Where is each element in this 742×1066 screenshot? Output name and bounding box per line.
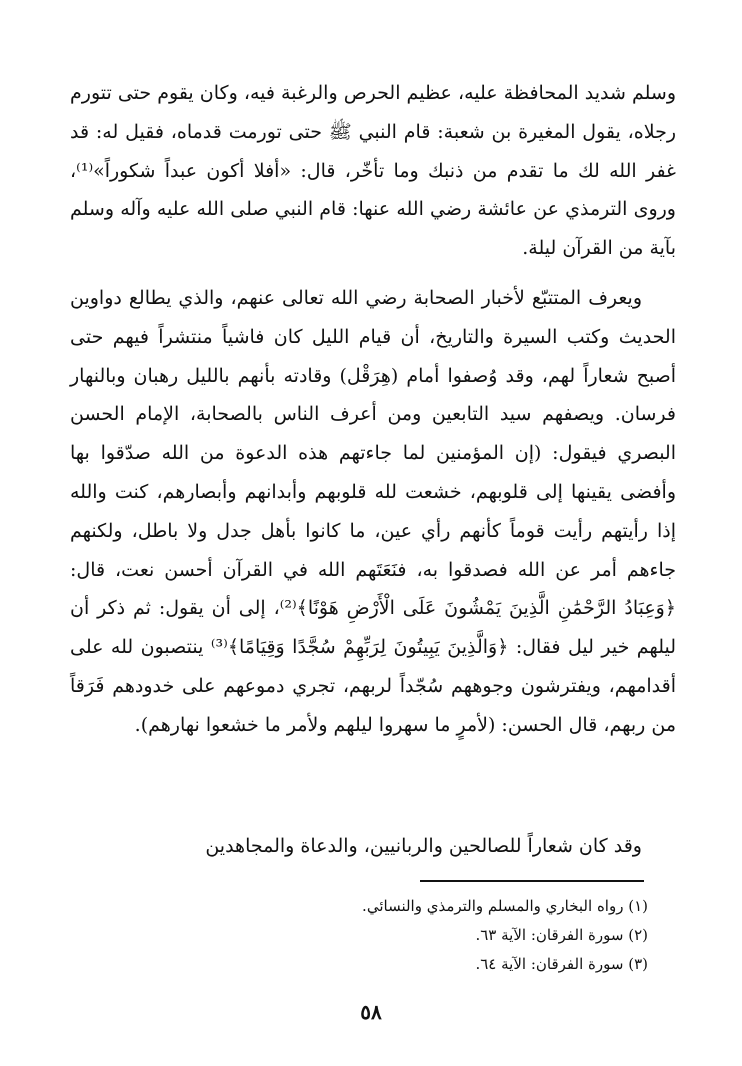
paragraph-3 [70, 827, 676, 866]
footnote-3: (٣) سورة الفرقان: الآية ٦٤. [475, 955, 648, 973]
paragraph-1 [70, 74, 676, 268]
footnote-separator [420, 880, 644, 882]
paragraph-2 [70, 279, 676, 745]
paragraph-3-text: وقد كان شعاراً للصالحين والربانيين، والدعاة والمجاهدين [205, 835, 642, 857]
footnote-2: (٢) سورة الفرقان: الآية ٦٣. [475, 926, 648, 944]
paragraph-1-text: وسلم شديد المحافظة عليه، عظيم الحرص والرغبة فيه، وكان يقوم حتى تتورم رجلاه، يقول المغيرة بن شعبة: قام النبي ﷺ حتى تورمت قدماه، فقيل له: قد غفر الله لك ما تقدم من ذنبك وما تأخّر، قال: «أفلا أكون عبداً شكوراً»⁽¹⁾، وروى الترمذي عن عائشة رضي الله عنها: قام النبي صلى الله عليه وآله وسلم بآية من القرآن ليلة. [70, 82, 676, 260]
page-number: ٥٨ [360, 1000, 382, 1024]
footnote-1: (١) رواه البخاري والمسلم والترمذي والنسائي. [362, 897, 648, 915]
footnotes [70, 892, 648, 979]
paragraph-2-text: ويعرف المتتبّع لأخبار الصحابة رضي الله تعالى عنهم، والذي يطالع دواوين الحديث وكتب السيرة والتاريخ، أن قيام الليل كان فاشياً منتشراً فيهم حتى أصبح شعاراً لهم، وقد وُصفوا أمام (هِرَقْل) وقادته بأنهم بالليل رهبان وبالنهار فرسان. ويصفهم سيد التابعين ومن أعرف الناس بالصحابة، الإمام الحسن البصري فيقول: (إن المؤمنين لما جاءتهم هذه الدعوة من الله صدّقوا بها وأفضى يقينها إلى قلوبهم، خشعت لله قلوبهم وأبدانهم وأبصارهم، كنت والله إذا رأيتهم رأيت قوماً كأنهم رأي عين، ما كانوا بأهل جدل ولا باطل، ولكنهم جاءهم أمر عن الله فصدقوا به، فنَعَتَهم الله في القرآن أحسن نعت، قال: ﴿وَعِبَادُ الرَّحْمَٰنِ الَّذِينَ يَمْشُونَ عَلَى الْأَرْضِ هَوْنًا﴾⁽²⁾، إلى أن يقول: ثم ذكر أن ليلهم خير ليل فقال: ﴿وَالَّذِينَ يَبِيتُونَ لِرَبِّهِمْ سُجَّدًا وَقِيَامًا﴾⁽³⁾ ينتصبون لله على أقدامهم، ويفترشون وجوههم سُجّداً لربهم، تجري دموعهم على خدودهم فَرَقاً من ربهم، قال الحسن: (لأمرٍ ما سهروا ليلهم ولأمر ما خشعوا نهارهم). [70, 287, 677, 736]
